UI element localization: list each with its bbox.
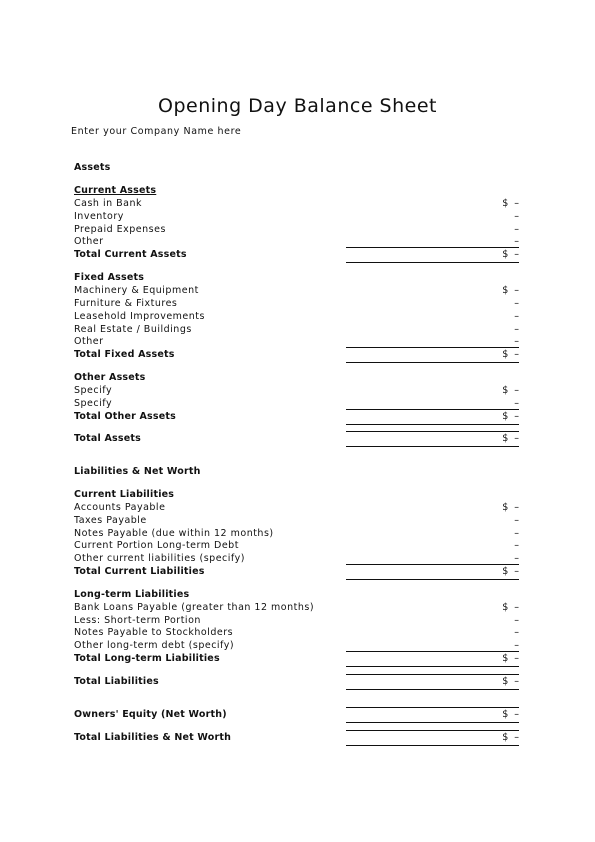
total-long-term-liabilities-row: Total Long-term Liabilities $ – (74, 653, 519, 664)
line-item-current-portion-debt[interactable]: Current Portion Long-term Debt – (74, 540, 519, 551)
line-item-leasehold-improvements[interactable]: Leasehold Improvements – (74, 311, 519, 322)
line-item-other-current-liabilities[interactable]: Other current liabilities (specify) – (74, 553, 519, 564)
current-assets-heading: Current Assets (74, 185, 157, 196)
long-term-liabilities-heading: Long-term Liabilities (74, 589, 190, 600)
total-fixed-assets-row: Total Fixed Assets $ – (74, 349, 519, 360)
total-other-assets-row: Total Other Assets $ – (74, 411, 519, 422)
document-title: Opening Day Balance Sheet (158, 95, 437, 117)
line-item-taxes-payable[interactable]: Taxes Payable – (74, 515, 519, 526)
line-item-notes-payable-short[interactable]: Notes Payable (due within 12 months) – (74, 528, 519, 539)
fixed-assets-heading: Fixed Assets (74, 272, 145, 283)
line-item-bank-loans-payable[interactable]: Bank Loans Payable (greater than 12 months) $ – (74, 602, 519, 613)
total-current-assets-row: Total Current Assets $ – (74, 249, 519, 260)
line-item-accounts-payable[interactable]: Accounts Payable $ – (74, 502, 519, 513)
other-assets-heading: Other Assets (74, 372, 146, 383)
line-item-inventory[interactable]: Inventory – (74, 211, 519, 222)
total-assets-row: Total Assets $ – (74, 433, 519, 444)
line-item-cash-in-bank[interactable]: Cash in Bank $ – (74, 198, 519, 209)
line-item-machinery-equipment[interactable]: Machinery & Equipment $ – (74, 285, 519, 296)
line-item-prepaid-expenses[interactable]: Prepaid Expenses – (74, 224, 519, 235)
line-item-other-assets-specify-2[interactable]: Specify – (74, 398, 519, 409)
company-name-field[interactable]: Enter your Company Name here (71, 126, 242, 137)
total-liabilities-net-worth-row: Total Liabilities & Net Worth $ – (74, 732, 519, 743)
total-liabilities-row: Total Liabilities $ – (74, 676, 519, 687)
total-current-liabilities-row: Total Current Liabilities $ – (74, 566, 519, 577)
line-item-furniture-fixtures[interactable]: Furniture & Fixtures – (74, 298, 519, 309)
line-item-notes-payable-stockholders[interactable]: Notes Payable to Stockholders – (74, 627, 519, 638)
line-item-real-estate-buildings[interactable]: Real Estate / Buildings – (74, 324, 519, 335)
line-item-other-assets-specify-1[interactable]: Specify $ – (74, 385, 519, 396)
current-liabilities-heading: Current Liabilities (74, 489, 175, 500)
line-item-other-fixed-assets[interactable]: Other – (74, 336, 519, 347)
line-item-other-long-term-debt[interactable]: Other long-term debt (specify) – (74, 640, 519, 651)
line-item-other-current-assets[interactable]: Other – (74, 236, 519, 247)
assets-heading: Assets (74, 162, 111, 173)
owners-equity-row: Owners' Equity (Net Worth) $ – (74, 709, 519, 720)
line-item-less-short-term-portion[interactable]: Less: Short-term Portion – (74, 615, 519, 626)
liabilities-net-worth-heading: Liabilities & Net Worth (74, 466, 201, 477)
